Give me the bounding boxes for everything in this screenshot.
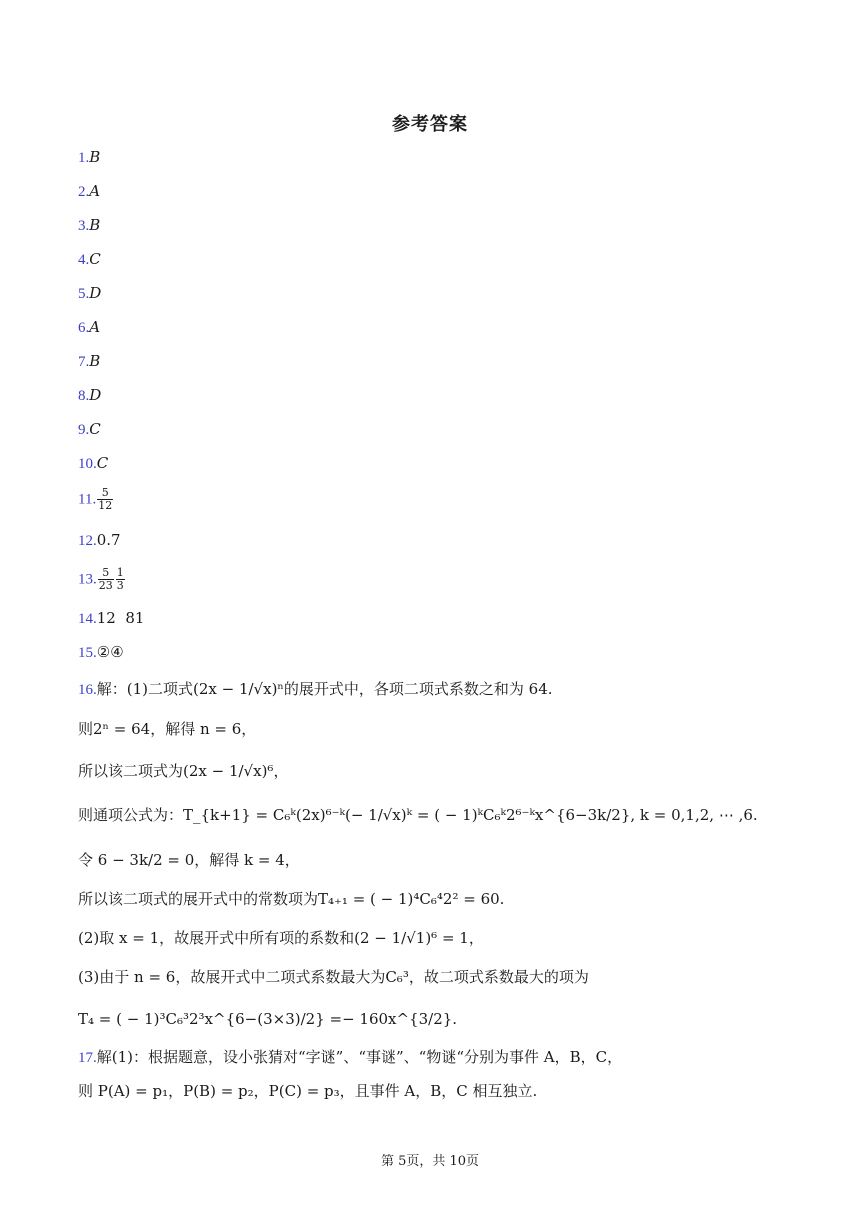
answer-value: B — [89, 148, 101, 166]
answer-5 — [78, 282, 101, 305]
q16-line-1: 16.解：(1)二项式(2x − 1/√x)ⁿ的展开式中，各项二项式系数之和为 64. — [78, 680, 553, 698]
q17-line-1: 17.解(1)：根据题意，设小张猜对“字谜”、“事谜”、“物谜“分别为事件 A，B，C， — [78, 1048, 623, 1066]
q16-line-7: (2)取 x = 1，故展开式中所有项的系数和(2 − 1/√1)⁶ = 1， — [78, 929, 484, 947]
answer-value: C — [96, 454, 109, 472]
q17-line-2: 则 P(A) = p₁，P(B) = p₂，P(C) = p₃，且事件 A，B，C 相互独立. — [78, 1082, 538, 1100]
answer-value: D — [89, 386, 102, 404]
answer-number: 1. — [78, 150, 90, 166]
answer-1 — [78, 146, 100, 169]
fraction: $\frac{1}{3}$ — [116, 566, 124, 592]
answer-8 — [78, 384, 101, 407]
q16-line-5: 令 6 − 3k/2 = 0，解得 k = 4， — [78, 851, 300, 869]
answer-number: 4. — [78, 252, 90, 268]
question-number: 17. — [78, 1050, 97, 1066]
answer-value: B — [89, 216, 101, 234]
q16-line-9: T₄ = ( − 1)³C₆³2³x^{6−(3×3)/2} =− 160x^{3/2}. — [78, 1010, 458, 1028]
answer-14 — [78, 607, 144, 630]
answer-number: 10. — [78, 456, 97, 472]
answer-number: 15. — [78, 645, 97, 661]
answer-value: A — [89, 182, 101, 200]
page-footer: 第 5页，共 10页 — [380, 1154, 480, 1169]
answer-2 — [78, 180, 100, 203]
answer-number: 2. — [78, 184, 90, 200]
answer-15 — [78, 641, 124, 664]
fraction: $\frac{5}{12}$ — [98, 486, 113, 512]
answer-value: ②④ — [96, 643, 124, 661]
answer-value: 12 81 — [96, 609, 145, 627]
answer-11 — [78, 487, 114, 512]
answer-number: 6. — [78, 320, 90, 336]
answer-number: 7. — [78, 354, 90, 370]
answer-number: 11. — [78, 491, 97, 508]
answer-number: 5. — [78, 286, 90, 302]
answer-value: C — [89, 420, 101, 438]
q16-line-8: (3)由于 n = 6，故展开式中二项式系数最大为C₆³，故二项式系数最大的项为 — [78, 968, 589, 986]
answer-7 — [78, 350, 100, 373]
answer-number: 3. — [78, 218, 90, 234]
answer-number: 9. — [78, 422, 90, 438]
page-title: 参考答案 — [392, 114, 468, 135]
fraction: $\frac{5}{23}$ — [98, 566, 113, 592]
answer-value: D — [89, 284, 102, 302]
answer-number: 12. — [78, 533, 97, 549]
q16-line-2: 则2ⁿ = 64，解得 n = 6， — [78, 720, 257, 738]
answer-value: A — [89, 318, 101, 336]
answer-6 — [78, 316, 100, 339]
question-number: 16. — [78, 682, 97, 698]
answer-13 — [78, 567, 126, 592]
answer-3 — [78, 214, 100, 237]
answer-4 — [78, 248, 101, 271]
answer-10 — [78, 452, 108, 475]
answer-value: C — [89, 250, 101, 268]
answer-number: 13. — [78, 571, 97, 588]
answer-value: B — [89, 352, 101, 370]
answer-12 — [78, 529, 121, 552]
answer-number: 14. — [78, 611, 97, 627]
q16-line-4: 则通项公式为：T_{k+1} = C₆ᵏ(2x)⁶⁻ᵏ(− 1/√x)ᵏ = ( − 1)ᵏC₆ᵏ2⁶⁻ᵏx^{6−3k/2}, k = 0,1,2, ⋯ ,6. — [78, 806, 758, 824]
q16-line-3: 所以该二项式为(2x − 1/√x)⁶， — [78, 762, 289, 780]
answer-value: 0.7 — [96, 531, 121, 549]
answer-9 — [78, 418, 101, 441]
q16-line-6: 所以该二项式的展开式中的常数项为T₄₊₁ = ( − 1)⁴C₆⁴2² = 60. — [78, 890, 505, 908]
answer-number: 8. — [78, 388, 90, 404]
